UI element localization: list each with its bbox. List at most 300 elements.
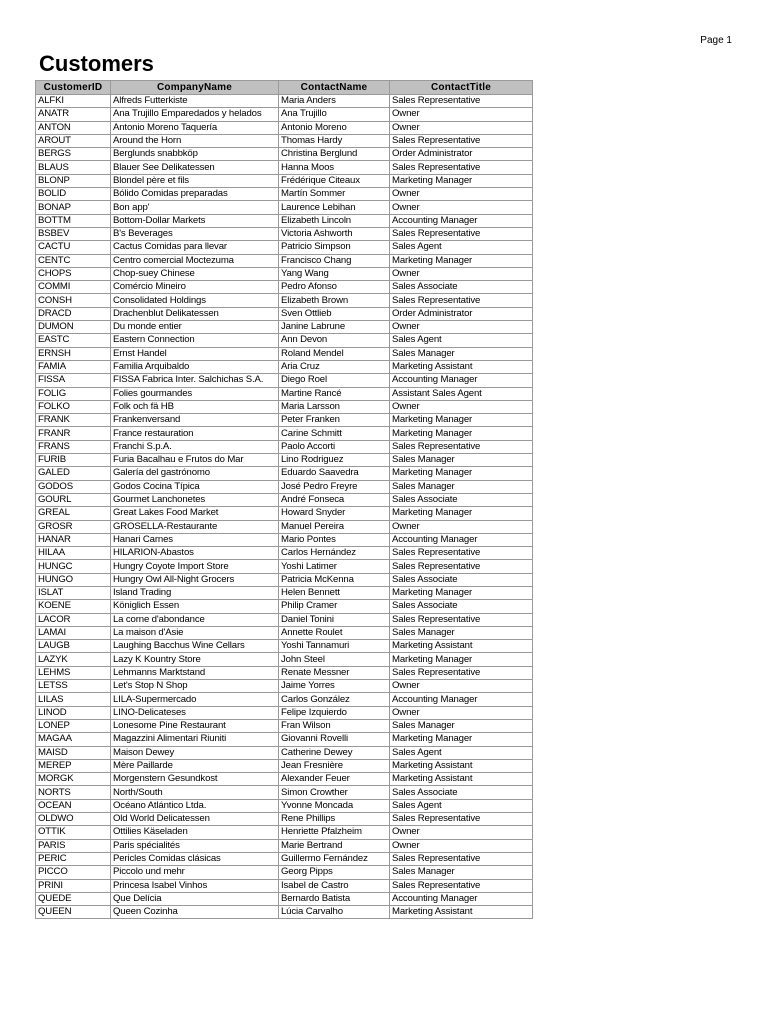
contact-title-cell: Accounting Manager <box>390 693 533 706</box>
contact-name-cell: Simon Crowther <box>279 786 390 799</box>
customer-id-cell: LILAS <box>36 693 111 706</box>
company-name-cell: La corne d'abondance <box>111 613 279 626</box>
contact-title-cell: Marketing Assistant <box>390 773 533 786</box>
customer-id-cell: LACOR <box>36 613 111 626</box>
customer-id-cell: QUEEN <box>36 906 111 919</box>
company-name-cell: Bon app' <box>111 201 279 214</box>
contact-name-cell: Renate Messner <box>279 666 390 679</box>
company-name-cell: Island Trading <box>111 586 279 599</box>
contact-title-cell: Sales Agent <box>390 241 533 254</box>
contact-name-cell: Frédérique Citeaux <box>279 174 390 187</box>
customer-id-cell: COMMI <box>36 281 111 294</box>
customer-id-cell: OTTIK <box>36 826 111 839</box>
contact-title-cell: Sales Representative <box>390 852 533 865</box>
contact-title-cell: Marketing Manager <box>390 254 533 267</box>
company-name-cell: Franchi S.p.A. <box>111 440 279 453</box>
contact-name-cell: Rene Phillips <box>279 813 390 826</box>
table-row <box>36 161 533 174</box>
contact-name-cell: Pedro Afonso <box>279 281 390 294</box>
contact-title-cell: Sales Manager <box>390 480 533 493</box>
table-row <box>36 281 533 294</box>
contact-title-cell: Sales Manager <box>390 719 533 732</box>
contact-title-cell: Marketing Assistant <box>390 906 533 919</box>
customer-id-cell: BLAUS <box>36 161 111 174</box>
contact-title-cell: Owner <box>390 680 533 693</box>
customer-id-cell: FOLIG <box>36 387 111 400</box>
contact-title-cell: Accounting Manager <box>390 374 533 387</box>
customer-id-cell: BONAP <box>36 201 111 214</box>
table-row <box>36 493 533 506</box>
customer-id-cell: MEREP <box>36 759 111 772</box>
table-row <box>36 374 533 387</box>
table-row <box>36 759 533 772</box>
contact-name-cell: Alexander Feuer <box>279 773 390 786</box>
contact-name-cell: Elizabeth Brown <box>279 294 390 307</box>
table-row <box>36 467 533 480</box>
table-row <box>36 454 533 467</box>
contact-title-cell: Assistant Sales Agent <box>390 387 533 400</box>
company-name-cell: GROSELLA-Restaurante <box>111 520 279 533</box>
contact-title-cell: Sales Representative <box>390 560 533 573</box>
table-row <box>36 321 533 334</box>
contact-name-cell: Francisco Chang <box>279 254 390 267</box>
customer-id-cell: FRANS <box>36 440 111 453</box>
table-row <box>36 852 533 865</box>
customer-id-cell: GODOS <box>36 480 111 493</box>
company-name-cell: North/South <box>111 786 279 799</box>
table-row <box>36 693 533 706</box>
company-name-cell: Galería del gastrónomo <box>111 467 279 480</box>
contact-title-cell: Sales Associate <box>390 786 533 799</box>
contact-title-cell: Sales Representative <box>390 613 533 626</box>
contact-title-cell: Order Administrator <box>390 307 533 320</box>
contact-title-cell: Owner <box>390 520 533 533</box>
company-name-cell: Chop-suey Chinese <box>111 267 279 280</box>
contact-name-cell: Isabel de Castro <box>279 879 390 892</box>
table-row <box>36 892 533 905</box>
table-row <box>36 839 533 852</box>
company-name-cell: Cactus Comidas para llevar <box>111 241 279 254</box>
company-name-cell: Familia Arquibaldo <box>111 360 279 373</box>
company-name-cell: Queen Cozinha <box>111 906 279 919</box>
customer-id-cell: PRINI <box>36 879 111 892</box>
customer-id-cell: ANATR <box>36 108 111 121</box>
customer-id-cell: CHOPS <box>36 267 111 280</box>
company-name-cell: Que Delícia <box>111 892 279 905</box>
table-row <box>36 813 533 826</box>
contact-name-cell: Peter Franken <box>279 414 390 427</box>
customers-table <box>35 80 533 919</box>
table-row <box>36 826 533 839</box>
company-name-cell: Gourmet Lanchonetes <box>111 493 279 506</box>
table-row <box>36 613 533 626</box>
table-row <box>36 400 533 413</box>
company-name-cell: Hanari Carnes <box>111 533 279 546</box>
company-name-cell: Océano Atlántico Ltda. <box>111 799 279 812</box>
table-row <box>36 201 533 214</box>
contact-title-cell: Marketing Manager <box>390 467 533 480</box>
table-row <box>36 360 533 373</box>
table-row <box>36 733 533 746</box>
contact-title-cell: Sales Representative <box>390 813 533 826</box>
customer-id-cell: GREAL <box>36 507 111 520</box>
company-name-cell: Lazy K Kountry Store <box>111 653 279 666</box>
company-name-cell: Drachenblut Delikatessen <box>111 307 279 320</box>
customer-id-cell: FRANK <box>36 414 111 427</box>
contact-name-cell: Elizabeth Lincoln <box>279 214 390 227</box>
contact-title-cell: Owner <box>390 121 533 134</box>
contact-name-cell: Manuel Pereira <box>279 520 390 533</box>
table-row <box>36 560 533 573</box>
customer-id-cell: EASTC <box>36 334 111 347</box>
customer-id-cell: FAMIA <box>36 360 111 373</box>
customer-id-cell: LAMAI <box>36 626 111 639</box>
table-row <box>36 188 533 201</box>
customer-id-cell: LAZYK <box>36 653 111 666</box>
table-row <box>36 307 533 320</box>
contact-title-cell: Sales Representative <box>390 134 533 147</box>
customer-id-cell: FOLKO <box>36 400 111 413</box>
customer-id-cell: LONEP <box>36 719 111 732</box>
contact-title-cell: Owner <box>390 108 533 121</box>
table-row <box>36 666 533 679</box>
table-row <box>36 906 533 919</box>
contact-title-cell: Owner <box>390 826 533 839</box>
contact-title-cell: Sales Agent <box>390 746 533 759</box>
customer-id-cell: ERNSH <box>36 347 111 360</box>
table-row <box>36 427 533 440</box>
contact-name-cell: Thomas Hardy <box>279 134 390 147</box>
contact-name-cell: Aria Cruz <box>279 360 390 373</box>
table-row <box>36 134 533 147</box>
company-name-cell: Eastern Connection <box>111 334 279 347</box>
contact-title-cell: Sales Manager <box>390 347 533 360</box>
contact-title-cell: Sales Associate <box>390 493 533 506</box>
company-name-cell: Ottilies Käseladen <box>111 826 279 839</box>
customer-id-cell: NORTS <box>36 786 111 799</box>
table-row <box>36 879 533 892</box>
table-row <box>36 294 533 307</box>
table-row <box>36 586 533 599</box>
table-row <box>36 773 533 786</box>
company-name-cell: LINO-Delicateses <box>111 706 279 719</box>
contact-name-cell: Fran Wilson <box>279 719 390 732</box>
contact-name-cell: Roland Mendel <box>279 347 390 360</box>
contact-title-cell: Marketing Assistant <box>390 640 533 653</box>
company-name-cell: Antonio Moreno Taquería <box>111 121 279 134</box>
company-name-cell: France restauration <box>111 427 279 440</box>
table-row <box>36 95 533 108</box>
column-header-customerid: CustomerID <box>36 81 111 95</box>
contact-name-cell: Mario Pontes <box>279 533 390 546</box>
company-name-cell: HILARION-Abastos <box>111 547 279 560</box>
customer-id-cell: DRACD <box>36 307 111 320</box>
contact-title-cell: Owner <box>390 706 533 719</box>
table-row <box>36 680 533 693</box>
contact-name-cell: Patricia McKenna <box>279 573 390 586</box>
customer-id-cell: PICCO <box>36 866 111 879</box>
customer-id-cell: BSBEV <box>36 227 111 240</box>
customer-id-cell: BOTTM <box>36 214 111 227</box>
contact-name-cell: Yoshi Tannamuri <box>279 640 390 653</box>
company-name-cell: Paris spécialités <box>111 839 279 852</box>
customer-id-cell: OLDWO <box>36 813 111 826</box>
customer-id-cell: ISLAT <box>36 586 111 599</box>
contact-name-cell: Maria Larsson <box>279 400 390 413</box>
contact-name-cell: Helen Bennett <box>279 586 390 599</box>
table-row <box>36 626 533 639</box>
contact-name-cell: Hanna Moos <box>279 161 390 174</box>
contact-title-cell: Marketing Manager <box>390 733 533 746</box>
company-name-cell: Hungry Owl All-Night Grocers <box>111 573 279 586</box>
contact-title-cell: Order Administrator <box>390 148 533 161</box>
company-name-cell: La maison d'Asie <box>111 626 279 639</box>
table-row <box>36 440 533 453</box>
contact-name-cell: Lino Rodriguez <box>279 454 390 467</box>
contact-name-cell: Paolo Accorti <box>279 440 390 453</box>
company-name-cell: Mère Paillarde <box>111 759 279 772</box>
company-name-cell: Furia Bacalhau e Frutos do Mar <box>111 454 279 467</box>
company-name-cell: Morgenstern Gesundkost <box>111 773 279 786</box>
customer-id-cell: GROSR <box>36 520 111 533</box>
contact-title-cell: Sales Agent <box>390 799 533 812</box>
contact-name-cell: Eduardo Saavedra <box>279 467 390 480</box>
contact-title-cell: Marketing Assistant <box>390 759 533 772</box>
contact-title-cell: Owner <box>390 201 533 214</box>
customer-id-cell: MAGAA <box>36 733 111 746</box>
page-number: Page 1 <box>700 35 732 46</box>
contact-title-cell: Sales Representative <box>390 547 533 560</box>
contact-name-cell: Daniel Tonini <box>279 613 390 626</box>
contact-title-cell: Owner <box>390 400 533 413</box>
company-name-cell: Blauer See Delikatessen <box>111 161 279 174</box>
company-name-cell: Hungry Coyote Import Store <box>111 560 279 573</box>
contact-name-cell: Felipe Izquierdo <box>279 706 390 719</box>
table-row <box>36 746 533 759</box>
contact-name-cell: Carlos González <box>279 693 390 706</box>
company-name-cell: Blondel père et fils <box>111 174 279 187</box>
customer-id-cell: HILAA <box>36 547 111 560</box>
table-row <box>36 866 533 879</box>
customer-id-cell: LETSS <box>36 680 111 693</box>
customer-id-cell: GALED <box>36 467 111 480</box>
customer-id-cell: GOURL <box>36 493 111 506</box>
contact-name-cell: José Pedro Freyre <box>279 480 390 493</box>
company-name-cell: Great Lakes Food Market <box>111 507 279 520</box>
contact-title-cell: Owner <box>390 839 533 852</box>
customer-id-cell: BLONP <box>36 174 111 187</box>
company-name-cell: Laughing Bacchus Wine Cellars <box>111 640 279 653</box>
contact-name-cell: Carlos Hernández <box>279 547 390 560</box>
contact-title-cell: Marketing Manager <box>390 586 533 599</box>
company-name-cell: Ernst Handel <box>111 347 279 360</box>
table-row <box>36 108 533 121</box>
customer-id-cell: HUNGC <box>36 560 111 573</box>
contact-title-cell: Sales Representative <box>390 666 533 679</box>
table-row <box>36 334 533 347</box>
customer-id-cell: KOENE <box>36 600 111 613</box>
contact-name-cell: Laurence Lebihan <box>279 201 390 214</box>
table-row <box>36 227 533 240</box>
table-row <box>36 387 533 400</box>
contact-title-cell: Sales Representative <box>390 95 533 108</box>
company-name-cell: Alfreds Futterkiste <box>111 95 279 108</box>
company-name-cell: B's Beverages <box>111 227 279 240</box>
customer-id-cell: CONSH <box>36 294 111 307</box>
company-name-cell: Königlich Essen <box>111 600 279 613</box>
customer-id-cell: LINOD <box>36 706 111 719</box>
contact-name-cell: Marie Bertrand <box>279 839 390 852</box>
customer-id-cell: MAISD <box>36 746 111 759</box>
contact-name-cell: Jean Fresnière <box>279 759 390 772</box>
contact-name-cell: Philip Cramer <box>279 600 390 613</box>
contact-title-cell: Sales Associate <box>390 281 533 294</box>
company-name-cell: Maison Dewey <box>111 746 279 759</box>
customer-id-cell: BERGS <box>36 148 111 161</box>
contact-title-cell: Sales Manager <box>390 454 533 467</box>
company-name-cell: Let's Stop N Shop <box>111 680 279 693</box>
contact-name-cell: Antonio Moreno <box>279 121 390 134</box>
contact-name-cell: Janine Labrune <box>279 321 390 334</box>
table-row <box>36 121 533 134</box>
table-row <box>36 507 533 520</box>
company-name-cell: Around the Horn <box>111 134 279 147</box>
contact-name-cell: John Steel <box>279 653 390 666</box>
customer-id-cell: PERIC <box>36 852 111 865</box>
contact-title-cell: Sales Associate <box>390 573 533 586</box>
contact-name-cell: Yang Wang <box>279 267 390 280</box>
contact-title-cell: Marketing Manager <box>390 414 533 427</box>
table-row <box>36 786 533 799</box>
table-row <box>36 520 533 533</box>
customer-id-cell: ALFKI <box>36 95 111 108</box>
column-header-contacttitle: ContactTitle <box>390 81 533 95</box>
company-name-cell: Godos Cocina Típica <box>111 480 279 493</box>
customer-id-cell: ANTON <box>36 121 111 134</box>
contact-title-cell: Owner <box>390 267 533 280</box>
contact-title-cell: Sales Representative <box>390 227 533 240</box>
customer-id-cell: CENTC <box>36 254 111 267</box>
contact-name-cell: Giovanni Rovelli <box>279 733 390 746</box>
contact-title-cell: Sales Representative <box>390 440 533 453</box>
customer-id-cell: FRANR <box>36 427 111 440</box>
contact-name-cell: Guillermo Fernández <box>279 852 390 865</box>
contact-name-cell: Ann Devon <box>279 334 390 347</box>
contact-title-cell: Sales Representative <box>390 879 533 892</box>
table-row <box>36 174 533 187</box>
customer-id-cell: FURIB <box>36 454 111 467</box>
contact-name-cell: Bernardo Batista <box>279 892 390 905</box>
company-name-cell: Du monde entier <box>111 321 279 334</box>
customer-id-cell: AROUT <box>36 134 111 147</box>
contact-title-cell: Accounting Manager <box>390 533 533 546</box>
header-row <box>36 81 533 95</box>
contact-name-cell: Yvonne Moncada <box>279 799 390 812</box>
table-row <box>36 148 533 161</box>
table-row <box>36 706 533 719</box>
contact-title-cell: Sales Agent <box>390 334 533 347</box>
table-row <box>36 347 533 360</box>
customer-id-cell: MORGK <box>36 773 111 786</box>
contact-title-cell: Sales Associate <box>390 600 533 613</box>
company-name-cell: Magazzini Alimentari Riuniti <box>111 733 279 746</box>
contact-name-cell: Christina Berglund <box>279 148 390 161</box>
contact-name-cell: Maria Anders <box>279 95 390 108</box>
company-name-cell: Bólido Comidas preparadas <box>111 188 279 201</box>
contact-title-cell: Marketing Assistant <box>390 360 533 373</box>
table-row <box>36 653 533 666</box>
contact-name-cell: Lúcia Carvalho <box>279 906 390 919</box>
contact-title-cell: Sales Representative <box>390 294 533 307</box>
customer-id-cell: BOLID <box>36 188 111 201</box>
contact-name-cell: Annette Roulet <box>279 626 390 639</box>
contact-name-cell: Patricio Simpson <box>279 241 390 254</box>
contact-name-cell: Martín Sommer <box>279 188 390 201</box>
company-name-cell: Lonesome Pine Restaurant <box>111 719 279 732</box>
company-name-cell: Folk och fä HB <box>111 400 279 413</box>
table-row <box>36 254 533 267</box>
company-name-cell: Berglunds snabbköp <box>111 148 279 161</box>
company-name-cell: LILA-Supermercado <box>111 693 279 706</box>
contact-title-cell: Sales Manager <box>390 866 533 879</box>
company-name-cell: Pericles Comidas clásicas <box>111 852 279 865</box>
contact-name-cell: Catherine Dewey <box>279 746 390 759</box>
contact-title-cell: Sales Representative <box>390 161 533 174</box>
contact-title-cell: Marketing Manager <box>390 653 533 666</box>
company-name-cell: Consolidated Holdings <box>111 294 279 307</box>
contact-title-cell: Marketing Manager <box>390 507 533 520</box>
contact-title-cell: Owner <box>390 321 533 334</box>
column-header-companyname: CompanyName <box>111 81 279 95</box>
contact-name-cell: Sven Ottlieb <box>279 307 390 320</box>
company-name-cell: Centro comercial Moctezuma <box>111 254 279 267</box>
contact-name-cell: Diego Roel <box>279 374 390 387</box>
contact-name-cell: Martine Rancé <box>279 387 390 400</box>
contact-name-cell: Henriette Pfalzheim <box>279 826 390 839</box>
contact-name-cell: Yoshi Latimer <box>279 560 390 573</box>
table-row <box>36 480 533 493</box>
table-body <box>36 95 533 919</box>
contact-name-cell: André Fonseca <box>279 493 390 506</box>
customer-id-cell: FISSA <box>36 374 111 387</box>
table-row <box>36 241 533 254</box>
customer-id-cell: QUEDE <box>36 892 111 905</box>
contact-title-cell: Accounting Manager <box>390 214 533 227</box>
company-name-cell: Princesa Isabel Vinhos <box>111 879 279 892</box>
company-name-cell: Ana Trujillo Emparedados y helados <box>111 108 279 121</box>
contact-title-cell: Accounting Manager <box>390 892 533 905</box>
contact-title-cell: Marketing Manager <box>390 174 533 187</box>
sheet-title: Customers <box>39 51 154 76</box>
customer-id-cell: HANAR <box>36 533 111 546</box>
company-name-cell: Lehmanns Marktstand <box>111 666 279 679</box>
customer-id-cell: CACTU <box>36 241 111 254</box>
table-row <box>36 719 533 732</box>
customer-id-cell: PARIS <box>36 839 111 852</box>
customer-id-cell: DUMON <box>36 321 111 334</box>
table-row <box>36 640 533 653</box>
column-header-contactname: ContactName <box>279 81 390 95</box>
company-name-cell: Comércio Mineiro <box>111 281 279 294</box>
contact-name-cell: Ana Trujillo <box>279 108 390 121</box>
table-row <box>36 533 533 546</box>
table-row <box>36 600 533 613</box>
company-name-cell: FISSA Fabrica Inter. Salchichas S.A. <box>111 374 279 387</box>
customer-id-cell: LAUGB <box>36 640 111 653</box>
table-row <box>36 547 533 560</box>
customer-id-cell: OCEAN <box>36 799 111 812</box>
contact-title-cell: Marketing Manager <box>390 427 533 440</box>
